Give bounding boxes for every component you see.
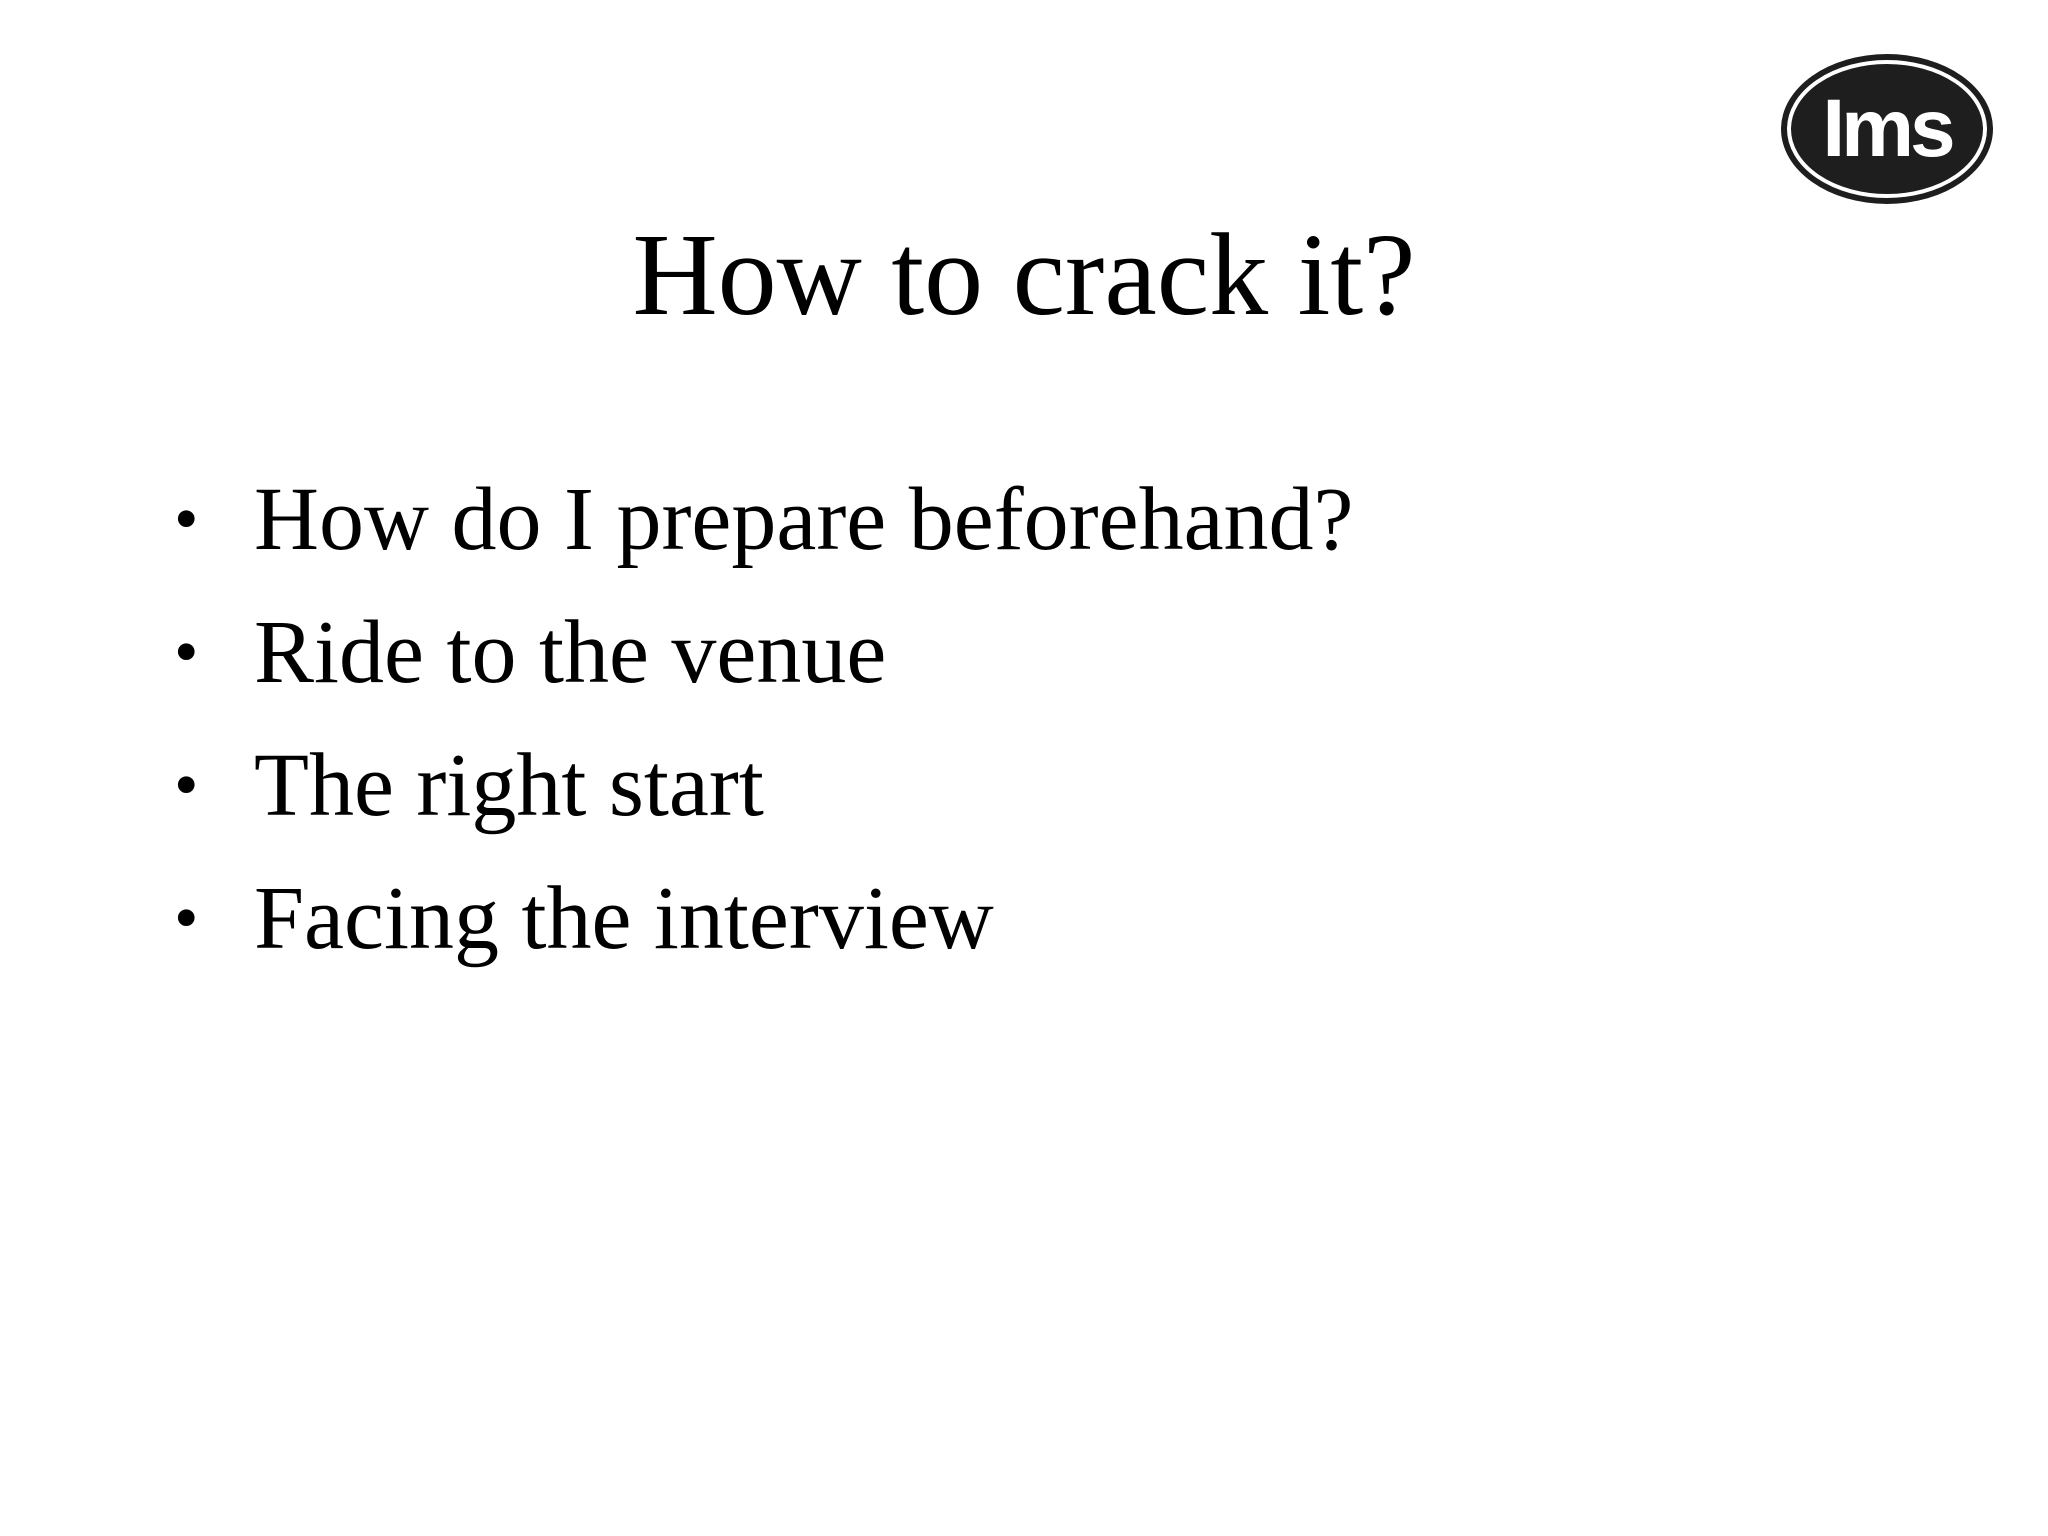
bullet-marker: • <box>174 880 199 957</box>
bullet-text: How do I prepare beforehand? <box>254 470 1354 569</box>
bullet-marker: • <box>174 747 199 824</box>
bullet-text: The right start <box>254 736 764 835</box>
ims-logo-graphic <box>1779 52 1995 206</box>
bullet-text: Ride to the venue <box>254 603 887 702</box>
bullet-marker: • <box>174 614 199 691</box>
bullet-marker: • <box>174 481 199 558</box>
bullet-text: Facing the interview <box>254 869 994 968</box>
ims-logo-text: Ims <box>1822 83 1952 174</box>
ims-logo <box>1779 52 1995 206</box>
slide-title: How to crack it? <box>632 209 1416 340</box>
